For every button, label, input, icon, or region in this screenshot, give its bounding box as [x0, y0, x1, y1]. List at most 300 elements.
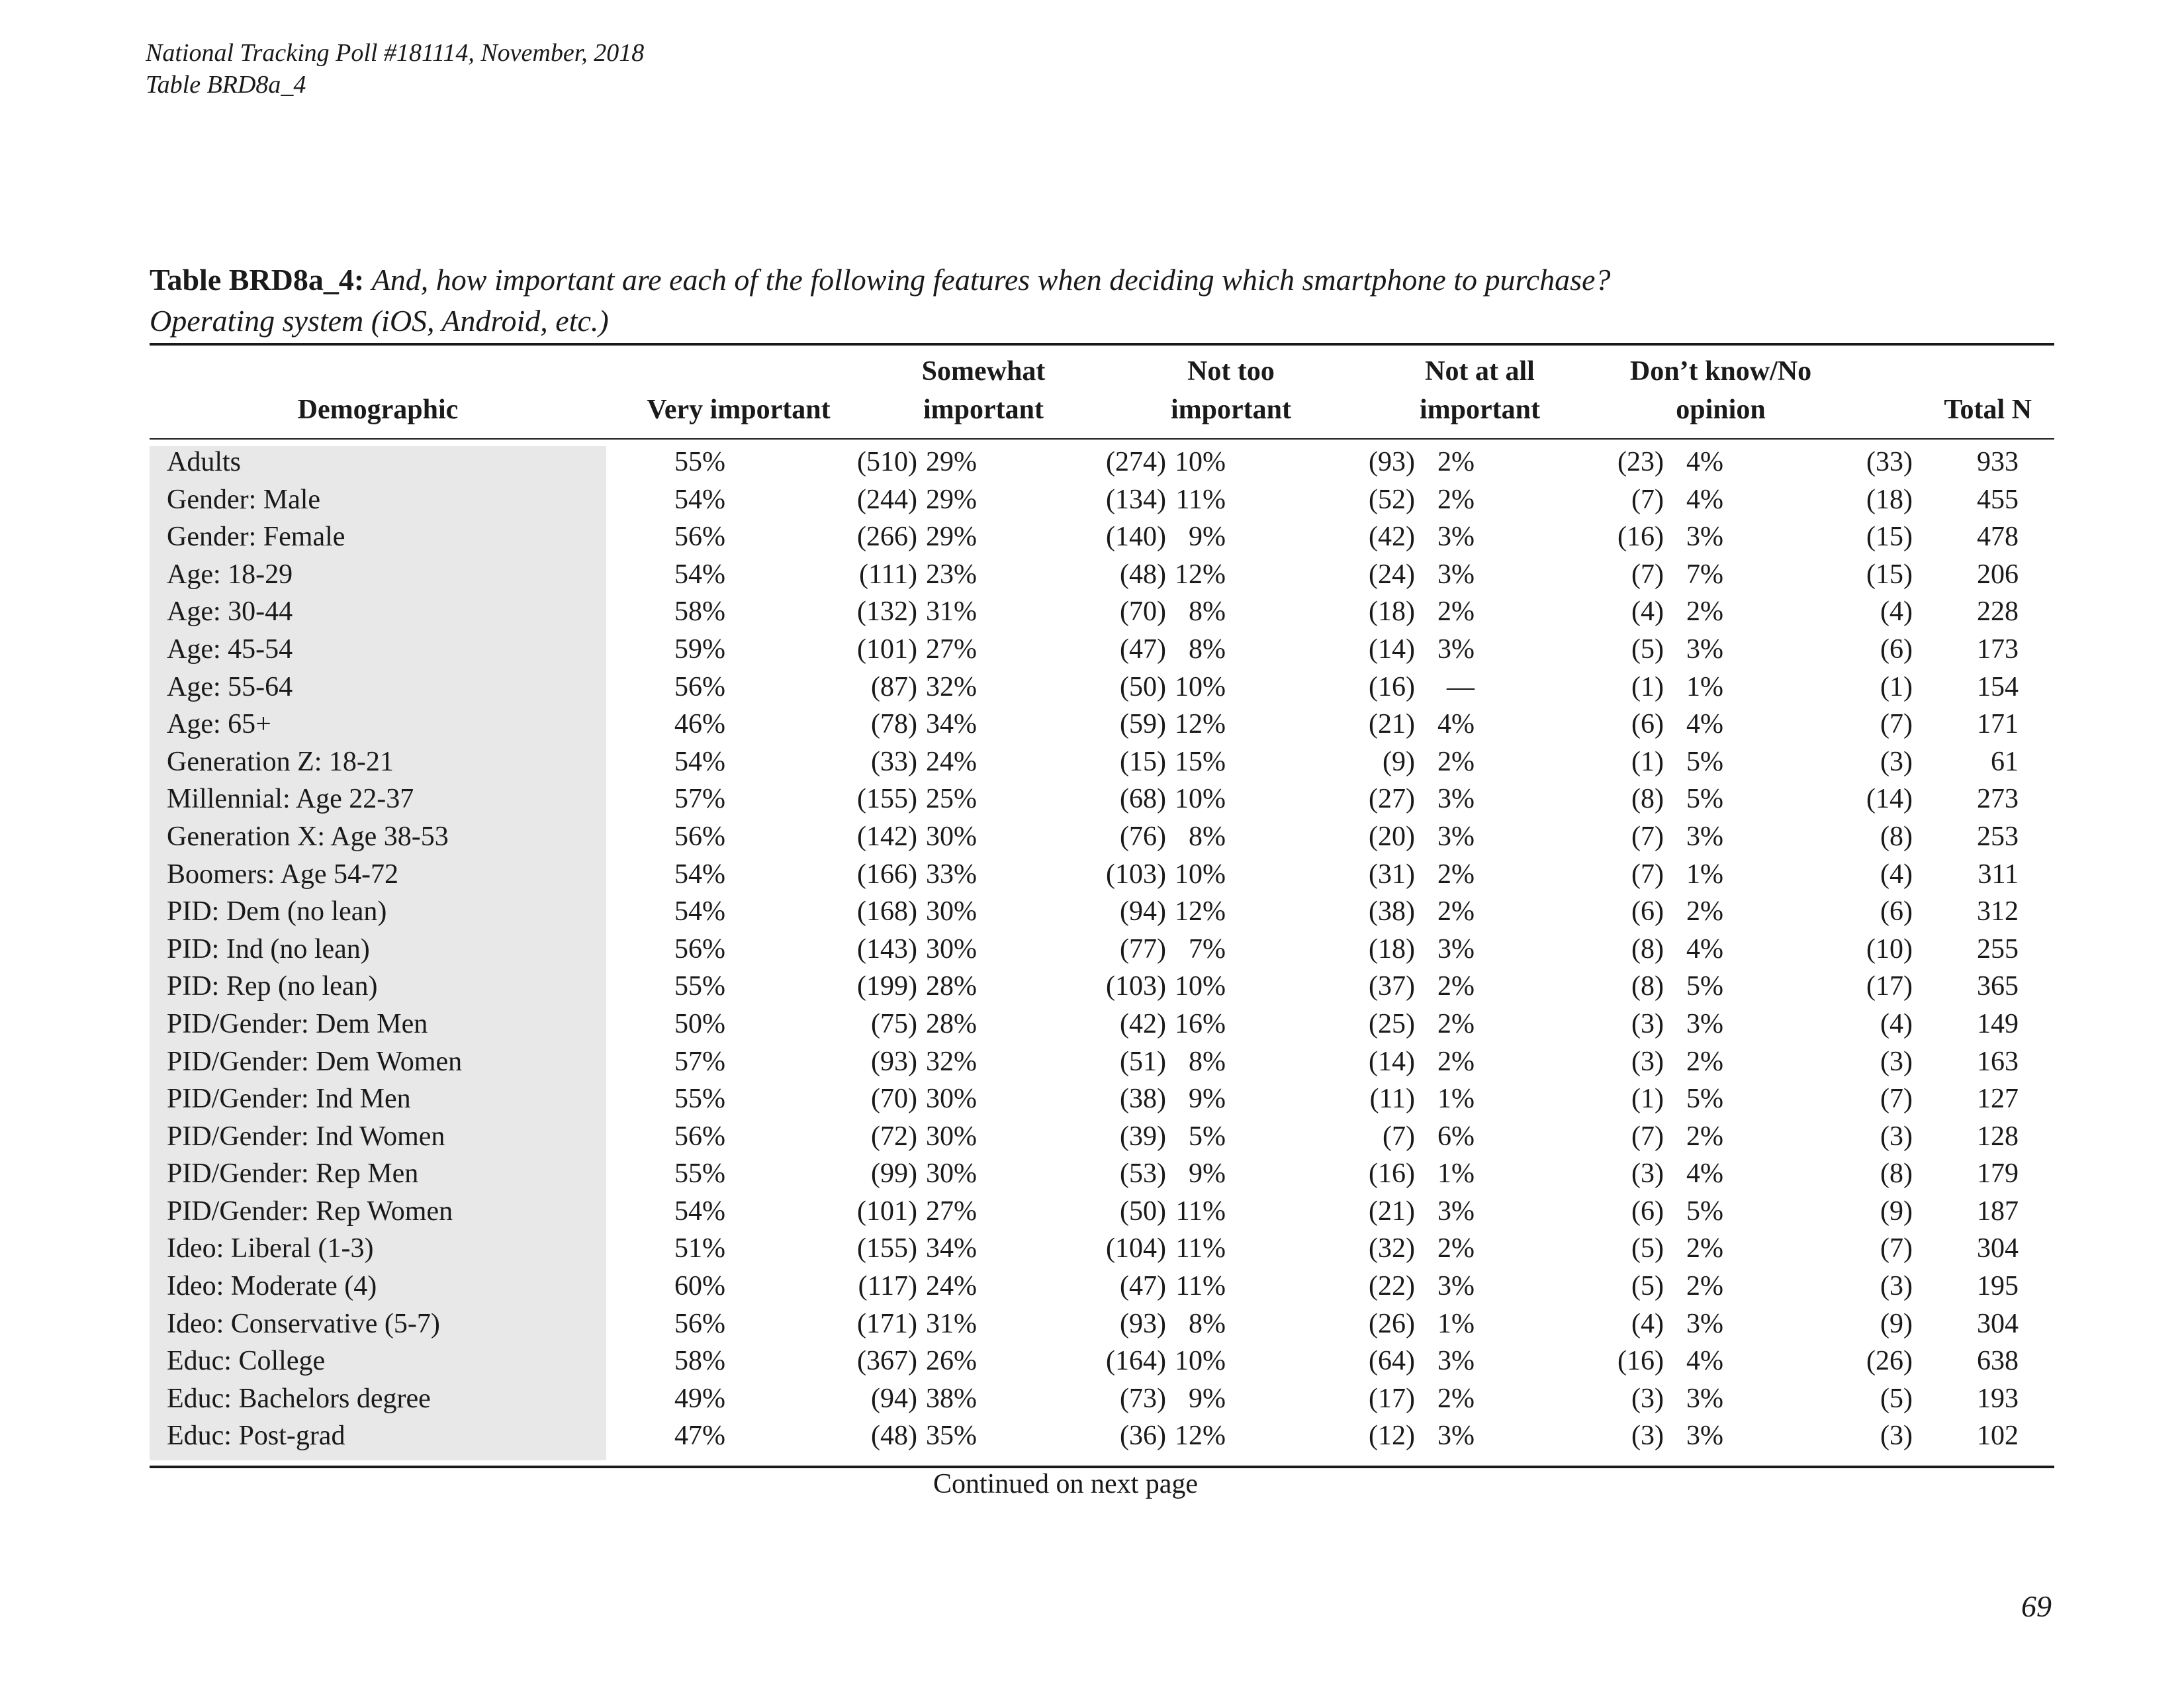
col-header-demographic: Demographic [297, 395, 459, 425]
cell-percent-dk: 4% [1686, 447, 1723, 477]
cell-percent-vi: 56% [674, 1121, 725, 1152]
table-id: Table BRD8a_4 [146, 71, 306, 99]
cell-percent-na: 2% [1437, 1383, 1475, 1414]
col-header-not-at-all-important [1381, 352, 1579, 429]
cell-count-si: (274) [1106, 447, 1166, 477]
cell-count-nt: (21) [1369, 1196, 1415, 1227]
cell-percent-dk: 5% [1686, 784, 1723, 815]
cell-count-na: (7) [1631, 859, 1664, 890]
cell-percent-dk: 5% [1686, 971, 1723, 1002]
cell-count-si: (39) [1120, 1121, 1166, 1152]
table-row [150, 1043, 2054, 1081]
cell-count-nt: (7) [1383, 1121, 1415, 1152]
cell-percent-si: 27% [926, 1196, 977, 1227]
top-rule [150, 343, 2054, 346]
col-header-not-too-important [1132, 352, 1330, 429]
cell-count-dk: (8) [1880, 821, 1913, 852]
cell-count-si: (164) [1106, 1346, 1166, 1377]
cell-total-n: 154 [1977, 671, 2019, 702]
continued-text: Continued on next page [933, 1469, 1199, 1499]
cell-count-nt: (21) [1369, 709, 1415, 740]
cell-count-vi: (367) [857, 1346, 917, 1377]
cell-percent-nt: 8% [1189, 633, 1226, 665]
cell-count-na: (3) [1631, 1421, 1664, 1452]
table-row [150, 1118, 2054, 1156]
cell-count-vi: (48) [871, 1421, 917, 1452]
cell-total-n: 304 [1977, 1233, 2019, 1264]
cell-percent-nt: 7% [1189, 933, 1226, 964]
row-label: Age: 55-64 [167, 671, 293, 702]
cell-count-dk: (15) [1866, 522, 1913, 553]
cell-percent-si: 33% [926, 859, 977, 890]
cell-percent-na: 3% [1437, 633, 1475, 665]
row-label: Ideo: Conservative (5-7) [167, 1308, 440, 1339]
cell-total-n: 478 [1977, 522, 2019, 553]
cell-percent-na: 6% [1437, 1121, 1475, 1152]
cell-total-n: 128 [1977, 1121, 2019, 1152]
page-header [146, 37, 644, 101]
cell-total-n: 273 [1977, 784, 2019, 815]
cell-percent-nt: 16% [1175, 1008, 1226, 1039]
cell-count-nt: (18) [1369, 596, 1415, 628]
table-row [150, 1380, 2054, 1418]
cell-count-dk: (9) [1880, 1308, 1913, 1339]
col-header-dont-know-line2: opinion [1676, 395, 1766, 425]
col-header-somewhat-line2: important [923, 395, 1044, 425]
row-label: Age: 65+ [167, 709, 271, 740]
cell-percent-vi: 55% [674, 971, 725, 1002]
cell-total-n: 255 [1977, 933, 2019, 964]
col-header-somewhat-important [884, 352, 1083, 429]
cell-percent-na: 1% [1437, 1158, 1475, 1190]
row-label: Educ: Post-grad [167, 1421, 345, 1452]
cell-count-nt: (12) [1369, 1421, 1415, 1452]
cell-count-dk: (33) [1866, 447, 1913, 477]
cell-count-na: (6) [1631, 896, 1664, 927]
cell-percent-dk: 3% [1686, 522, 1723, 553]
cell-percent-na: 3% [1437, 1271, 1475, 1302]
cell-count-vi: (510) [857, 447, 917, 477]
cell-percent-nt: 8% [1189, 1046, 1226, 1077]
cell-percent-nt: 8% [1189, 596, 1226, 628]
cell-count-nt: (18) [1369, 933, 1415, 964]
row-label: PID: Rep (no lean) [167, 971, 378, 1002]
cell-count-vi: (70) [871, 1084, 917, 1115]
cell-percent-si: 30% [926, 1121, 977, 1152]
row-label: Educ: College [167, 1346, 326, 1377]
cell-count-si: (94) [1120, 896, 1166, 927]
row-label: Age: 18-29 [167, 559, 293, 590]
cell-count-na: (5) [1631, 1271, 1664, 1302]
cell-count-vi: (142) [857, 821, 917, 852]
cell-count-na: (6) [1631, 709, 1664, 740]
cell-total-n: 206 [1977, 559, 2019, 590]
row-label: PID/Gender: Ind Women [167, 1121, 445, 1152]
cell-percent-dk: 1% [1686, 671, 1723, 702]
row-label: PID/Gender: Rep Women [167, 1196, 453, 1227]
col-header-dont-know-line1: Don’t know/No [1629, 356, 1812, 387]
cell-count-nt: (37) [1369, 971, 1415, 1002]
cell-percent-si: 29% [926, 522, 977, 553]
cell-percent-vi: 54% [674, 559, 725, 590]
cell-count-na: (3) [1631, 1046, 1664, 1077]
cell-count-dk: (1) [1880, 671, 1913, 702]
cell-count-si: (103) [1106, 859, 1166, 890]
cell-count-nt: (16) [1369, 671, 1415, 702]
row-label: PID/Gender: Ind Men [167, 1084, 411, 1115]
cell-percent-si: 25% [926, 784, 977, 815]
cell-percent-dk: 2% [1686, 596, 1723, 628]
cell-count-na: (8) [1631, 784, 1664, 815]
table-row [150, 518, 2054, 556]
cell-count-vi: (199) [857, 971, 917, 1002]
cell-total-n: 149 [1977, 1008, 2019, 1039]
cell-count-na: (7) [1631, 821, 1664, 852]
poll-title: National Tracking Poll #181114, November, 2018 [146, 39, 645, 67]
row-label: Age: 30-44 [167, 596, 293, 628]
cell-total-n: 187 [1977, 1196, 2019, 1227]
cell-count-na: (3) [1631, 1158, 1664, 1190]
cell-total-n: 163 [1977, 1046, 2019, 1077]
cell-percent-dk: 3% [1686, 1383, 1723, 1414]
cell-count-dk: (5) [1880, 1383, 1913, 1414]
table-row [150, 1305, 2054, 1343]
cell-percent-vi: 54% [674, 896, 725, 927]
cell-count-na: (1) [1631, 671, 1664, 702]
cell-percent-si: 30% [926, 1084, 977, 1115]
cell-count-na: (1) [1631, 1084, 1664, 1115]
cell-count-nt: (32) [1369, 1233, 1415, 1264]
row-label: Age: 45-54 [167, 633, 293, 665]
cell-count-nt: (38) [1369, 896, 1415, 927]
table-row [150, 743, 2054, 781]
cell-count-na: (5) [1631, 633, 1664, 665]
cell-percent-na: 1% [1437, 1308, 1475, 1339]
cell-count-si: (48) [1120, 559, 1166, 590]
cell-count-si: (59) [1120, 709, 1166, 740]
cell-count-vi: (72) [871, 1121, 917, 1152]
cell-count-si: (50) [1120, 671, 1166, 702]
cell-count-vi: (168) [857, 896, 917, 927]
cell-count-na: (7) [1631, 484, 1664, 515]
cell-count-si: (47) [1120, 1271, 1166, 1302]
cell-count-si: (51) [1120, 1046, 1166, 1077]
cell-count-vi: (143) [857, 933, 917, 964]
cell-count-na: (8) [1631, 933, 1664, 964]
cell-count-dk: (7) [1880, 1233, 1913, 1264]
cell-count-si: (93) [1120, 1308, 1166, 1339]
cell-count-dk: (3) [1880, 1421, 1913, 1452]
cell-percent-nt: 12% [1175, 559, 1226, 590]
cell-percent-vi: 57% [674, 784, 725, 815]
cell-percent-vi: 56% [674, 522, 725, 553]
row-label: Adults [167, 447, 242, 477]
table-row [150, 1417, 2054, 1455]
cell-percent-vi: 56% [674, 821, 725, 852]
cell-percent-dk: 4% [1686, 484, 1723, 515]
cell-percent-na: 3% [1437, 522, 1475, 553]
cell-percent-dk: 2% [1686, 1271, 1723, 1302]
cell-count-nt: (11) [1369, 1084, 1415, 1115]
cell-percent-dk: 2% [1686, 896, 1723, 927]
cell-percent-nt: 11% [1175, 484, 1226, 515]
cell-percent-si: 23% [926, 559, 977, 590]
cell-percent-na: 2% [1437, 1008, 1475, 1039]
cell-count-vi: (75) [871, 1008, 917, 1039]
cell-count-si: (42) [1120, 1008, 1166, 1039]
cell-count-si: (38) [1120, 1084, 1166, 1115]
cell-percent-vi: 58% [674, 596, 725, 628]
cell-percent-si: 34% [926, 709, 977, 740]
row-label: Ideo: Liberal (1-3) [167, 1233, 374, 1264]
cell-count-si: (70) [1120, 596, 1166, 628]
cell-percent-na: 3% [1437, 933, 1475, 964]
cell-count-nt: (42) [1369, 522, 1415, 553]
cell-percent-na: 3% [1437, 821, 1475, 852]
cell-percent-nt: 12% [1175, 709, 1226, 740]
cell-count-nt: (14) [1369, 633, 1415, 665]
cell-percent-dk: 4% [1686, 1158, 1723, 1190]
table-row [150, 893, 2054, 931]
cell-percent-na: 2% [1437, 1233, 1475, 1264]
cell-percent-dk: 4% [1686, 709, 1723, 740]
cell-percent-dk: 3% [1686, 633, 1723, 665]
cell-percent-dk: 5% [1686, 746, 1723, 777]
cell-count-si: (103) [1106, 971, 1166, 1002]
cell-percent-si: 32% [926, 1046, 977, 1077]
cell-total-n: 61 [1991, 746, 2019, 777]
row-label: Millennial: Age 22-37 [167, 784, 414, 815]
cell-percent-na: 2% [1437, 971, 1475, 1002]
cell-count-vi: (78) [871, 709, 917, 740]
cell-percent-nt: 12% [1175, 896, 1226, 927]
cell-count-dk: (4) [1880, 596, 1913, 628]
cell-total-n: 171 [1977, 709, 2019, 740]
cell-percent-nt: 9% [1189, 522, 1226, 553]
cell-count-si: (73) [1120, 1383, 1166, 1414]
cell-count-dk: (7) [1880, 1084, 1913, 1115]
table-row [150, 669, 2054, 706]
row-label: Boomers: Age 54-72 [167, 859, 398, 890]
cell-percent-dk: 2% [1686, 1121, 1723, 1152]
cell-count-dk: (7) [1880, 709, 1913, 740]
cell-percent-si: 26% [926, 1346, 977, 1377]
col-header-total-n: Total N [1944, 395, 2032, 425]
table-row [150, 856, 2054, 894]
cell-percent-vi: 55% [674, 447, 725, 477]
caption-label: Table BRD8a_4: [150, 263, 365, 297]
cell-count-dk: (3) [1880, 1046, 1913, 1077]
cell-percent-dk: 3% [1686, 1008, 1723, 1039]
cell-count-dk: (17) [1866, 971, 1913, 1002]
cell-count-si: (104) [1106, 1233, 1166, 1264]
cell-percent-vi: 56% [674, 1308, 725, 1339]
row-label: Generation Z: 18-21 [167, 746, 394, 777]
cell-count-vi: (244) [857, 484, 917, 515]
cell-percent-vi: 54% [674, 859, 725, 890]
cell-total-n: 193 [1977, 1383, 2019, 1414]
page-number: 69 [2021, 1589, 2052, 1623]
cell-count-vi: (101) [857, 633, 917, 665]
cell-percent-vi: 56% [674, 671, 725, 702]
cell-percent-dk: 1% [1686, 859, 1723, 890]
cell-percent-nt: 10% [1175, 859, 1226, 890]
cell-percent-nt: 10% [1175, 671, 1226, 702]
table-row [150, 1268, 2054, 1305]
cell-percent-dk: 4% [1686, 1346, 1723, 1377]
cell-percent-si: 35% [926, 1421, 977, 1452]
row-label: Generation X: Age 38-53 [167, 821, 449, 852]
table-row [150, 593, 2054, 631]
cell-percent-si: 24% [926, 746, 977, 777]
cell-count-dk: (6) [1880, 633, 1913, 665]
cell-count-dk: (6) [1880, 896, 1913, 927]
cell-percent-vi: 55% [674, 1084, 725, 1115]
cell-count-si: (50) [1120, 1196, 1166, 1227]
col-header-dont-know [1608, 352, 1833, 429]
cell-total-n: 102 [1977, 1421, 2019, 1452]
cell-count-na: (7) [1631, 1121, 1664, 1152]
cell-count-nt: (31) [1369, 859, 1415, 890]
cell-total-n: 195 [1977, 1271, 2019, 1302]
table-row [150, 1080, 2054, 1118]
cell-percent-vi: 46% [674, 709, 725, 740]
table-row [150, 1230, 2054, 1268]
cell-count-dk: (26) [1866, 1346, 1913, 1377]
col-header-not-too-line1: Not too [1187, 356, 1275, 387]
table-body [150, 444, 2054, 1455]
cell-total-n: 173 [1977, 633, 2019, 665]
cell-count-vi: (117) [858, 1271, 917, 1302]
cell-percent-si: 38% [926, 1383, 977, 1414]
cell-count-nt: (24) [1369, 559, 1415, 590]
cell-percent-nt: 15% [1175, 746, 1226, 777]
cell-count-si: (77) [1120, 933, 1166, 964]
cell-percent-vi: 54% [674, 746, 725, 777]
row-label: PID/Gender: Dem Women [167, 1046, 463, 1077]
cell-percent-vi: 57% [674, 1046, 725, 1077]
cell-percent-si: 34% [926, 1233, 977, 1264]
cell-count-nt: (16) [1369, 1158, 1415, 1190]
cell-percent-si: 32% [926, 671, 977, 702]
cell-count-na: (16) [1617, 522, 1664, 553]
cell-percent-nt: 10% [1175, 784, 1226, 815]
cell-percent-si: 30% [926, 1158, 977, 1190]
cell-count-vi: (94) [871, 1383, 917, 1414]
cell-percent-dk: 5% [1686, 1196, 1723, 1227]
table-caption [150, 259, 2056, 342]
cell-percent-nt: 5% [1189, 1121, 1226, 1152]
cell-percent-vi: 54% [674, 484, 725, 515]
cell-total-n: 638 [1977, 1346, 2019, 1377]
cell-count-dk: (3) [1880, 1121, 1913, 1152]
cell-percent-na: 3% [1437, 784, 1475, 815]
cell-count-vi: (155) [857, 1233, 917, 1264]
cell-percent-vi: 51% [674, 1233, 725, 1264]
row-label: PID: Dem (no lean) [167, 896, 387, 927]
cell-percent-nt: 12% [1175, 1421, 1226, 1452]
cell-percent-si: 29% [926, 447, 977, 477]
table-row [150, 780, 2054, 818]
cell-count-vi: (155) [857, 784, 917, 815]
cell-percent-na: 3% [1437, 1346, 1475, 1377]
cell-percent-vi: 55% [674, 1158, 725, 1190]
cell-percent-vi: 54% [674, 1196, 725, 1227]
cell-percent-si: 29% [926, 484, 977, 515]
cell-count-na: (6) [1631, 1196, 1664, 1227]
col-header-not-at-all-line1: Not at all [1425, 356, 1535, 387]
cell-percent-si: 31% [926, 1308, 977, 1339]
table-row [150, 1155, 2054, 1193]
cell-percent-nt: 10% [1175, 447, 1226, 477]
cell-percent-vi: 58% [674, 1346, 725, 1377]
row-label: Gender: Male [167, 484, 321, 515]
col-header-very-important: Very important [647, 395, 831, 425]
cell-count-nt: (9) [1383, 746, 1415, 777]
cell-count-nt: (64) [1369, 1346, 1415, 1377]
cell-total-n: 253 [1977, 821, 2019, 852]
cell-percent-dk: 4% [1686, 933, 1723, 964]
cell-percent-na: — [1447, 671, 1475, 702]
cell-count-nt: (26) [1369, 1308, 1415, 1339]
row-label: Gender: Female [167, 522, 345, 553]
cell-percent-na: 2% [1437, 1046, 1475, 1077]
cell-percent-nt: 8% [1189, 821, 1226, 852]
cell-count-dk: (4) [1880, 1008, 1913, 1039]
cell-percent-nt: 9% [1189, 1383, 1226, 1414]
cell-percent-nt: 11% [1175, 1233, 1226, 1264]
cell-percent-na: 4% [1437, 709, 1475, 740]
cell-percent-si: 27% [926, 633, 977, 665]
cell-count-vi: (171) [857, 1308, 917, 1339]
cell-count-si: (36) [1120, 1421, 1166, 1452]
cell-count-vi: (132) [857, 596, 917, 628]
cell-count-nt: (14) [1369, 1046, 1415, 1077]
cell-count-na: (5) [1631, 1233, 1664, 1264]
cell-count-vi: (33) [871, 746, 917, 777]
cell-percent-si: 28% [926, 971, 977, 1002]
cell-percent-si: 28% [926, 1008, 977, 1039]
cell-percent-vi: 56% [674, 933, 725, 964]
cell-count-na: (8) [1631, 971, 1664, 1002]
table-row [150, 968, 2054, 1006]
cell-percent-na: 2% [1437, 896, 1475, 927]
cell-count-vi: (99) [871, 1158, 917, 1190]
row-label: Ideo: Moderate (4) [167, 1271, 377, 1302]
cell-count-na: (23) [1617, 447, 1664, 477]
table-row [150, 1006, 2054, 1043]
cell-count-si: (76) [1120, 821, 1166, 852]
cell-percent-nt: 11% [1175, 1196, 1226, 1227]
cell-total-n: 179 [1977, 1158, 2019, 1190]
cell-count-na: (3) [1631, 1383, 1664, 1414]
cell-count-si: (134) [1106, 484, 1166, 515]
cell-percent-dk: 2% [1686, 1233, 1723, 1264]
cell-count-si: (53) [1120, 1158, 1166, 1190]
table-row [150, 481, 2054, 519]
col-header-somewhat-line1: Somewhat [921, 356, 1046, 387]
cell-percent-na: 2% [1437, 447, 1475, 477]
cell-percent-si: 30% [926, 896, 977, 927]
table-row [150, 631, 2054, 669]
cell-count-si: (47) [1120, 633, 1166, 665]
cell-percent-si: 31% [926, 596, 977, 628]
caption-subtitle: Operating system (iOS, Android, etc.) [150, 304, 609, 338]
row-label: PID/Gender: Dem Men [167, 1008, 428, 1039]
cell-percent-si: 30% [926, 821, 977, 852]
cell-percent-nt: 11% [1175, 1271, 1226, 1302]
cell-percent-vi: 59% [674, 633, 725, 665]
